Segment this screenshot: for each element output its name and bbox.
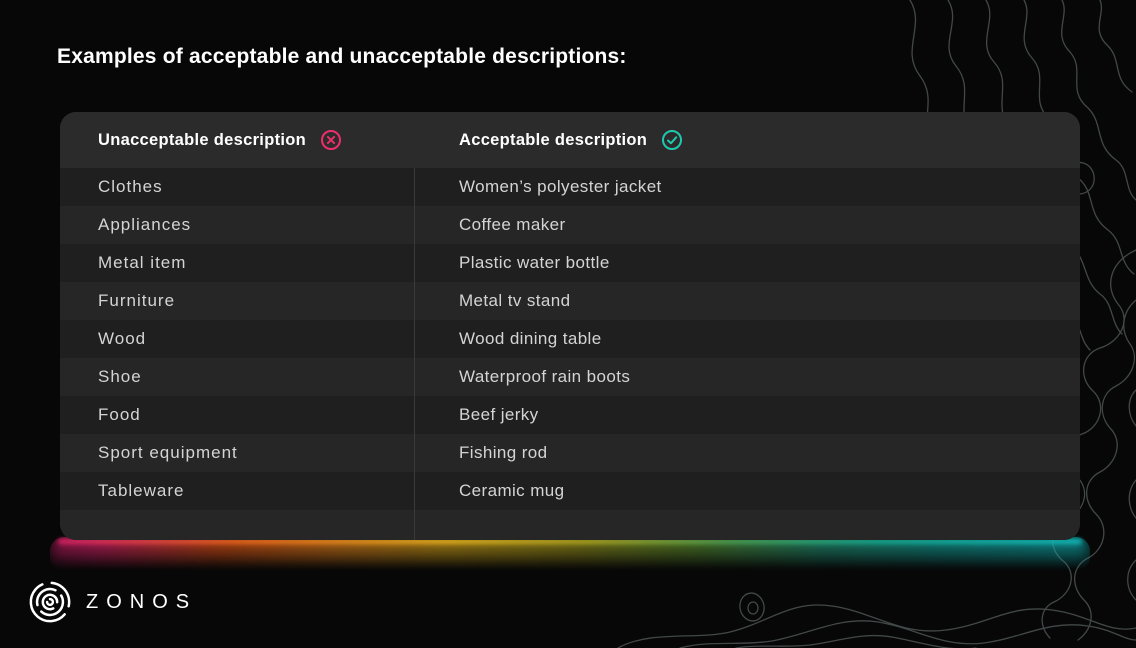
unacceptable-cell: Clothes (98, 177, 163, 196)
table-row (60, 168, 1080, 206)
table-row-empty (60, 510, 1080, 540)
acceptable-cell: Metal tv stand (459, 291, 571, 310)
zonos-brand-text: ZONOS (86, 590, 198, 613)
unacceptable-cell: Metal item (98, 253, 187, 272)
table-row (60, 282, 1080, 320)
unacceptable-cell: Wood (98, 329, 147, 348)
acceptable-cell: Beef jerky (459, 405, 539, 424)
acceptable-cell: Ceramic mug (459, 481, 565, 500)
page-title: Examples of acceptable and unacceptable descriptions: (57, 45, 627, 68)
unacceptable-cell: Food (98, 405, 141, 424)
zonos-logo-icon (27, 579, 73, 625)
column-header-label: Acceptable description (459, 130, 648, 149)
unacceptable-cell: Sport equipment (98, 443, 238, 462)
table-row (60, 434, 1080, 472)
unacceptable-cell: Appliances (98, 215, 192, 234)
table-row (60, 244, 1080, 282)
circle-x-icon (320, 129, 342, 151)
descriptions-table (60, 112, 1080, 540)
column-header-label: Unacceptable description (98, 130, 307, 149)
column-header-acceptable (414, 129, 1080, 151)
circle-check-icon (661, 129, 683, 151)
table-row (60, 320, 1080, 358)
table-row (60, 472, 1080, 510)
acceptable-cell: Waterproof rain boots (459, 367, 631, 386)
unacceptable-cell: Shoe (98, 367, 142, 386)
table-row (60, 396, 1080, 434)
table-row (60, 358, 1080, 396)
column-header-unacceptable (60, 129, 414, 151)
acceptable-cell: Women’s polyester jacket (459, 177, 662, 196)
acceptable-cell: Wood dining table (459, 329, 602, 348)
table-header (60, 112, 1080, 168)
unacceptable-cell: Tableware (98, 481, 185, 500)
acceptable-cell: Fishing rod (459, 443, 548, 462)
table-row (60, 206, 1080, 244)
unacceptable-cell: Furniture (98, 291, 176, 310)
column-divider (414, 168, 415, 540)
brand-footer (27, 579, 197, 625)
acceptable-cell: Coffee maker (459, 215, 566, 234)
acceptable-cell: Plastic water bottle (459, 253, 610, 272)
table-body (60, 168, 1080, 540)
